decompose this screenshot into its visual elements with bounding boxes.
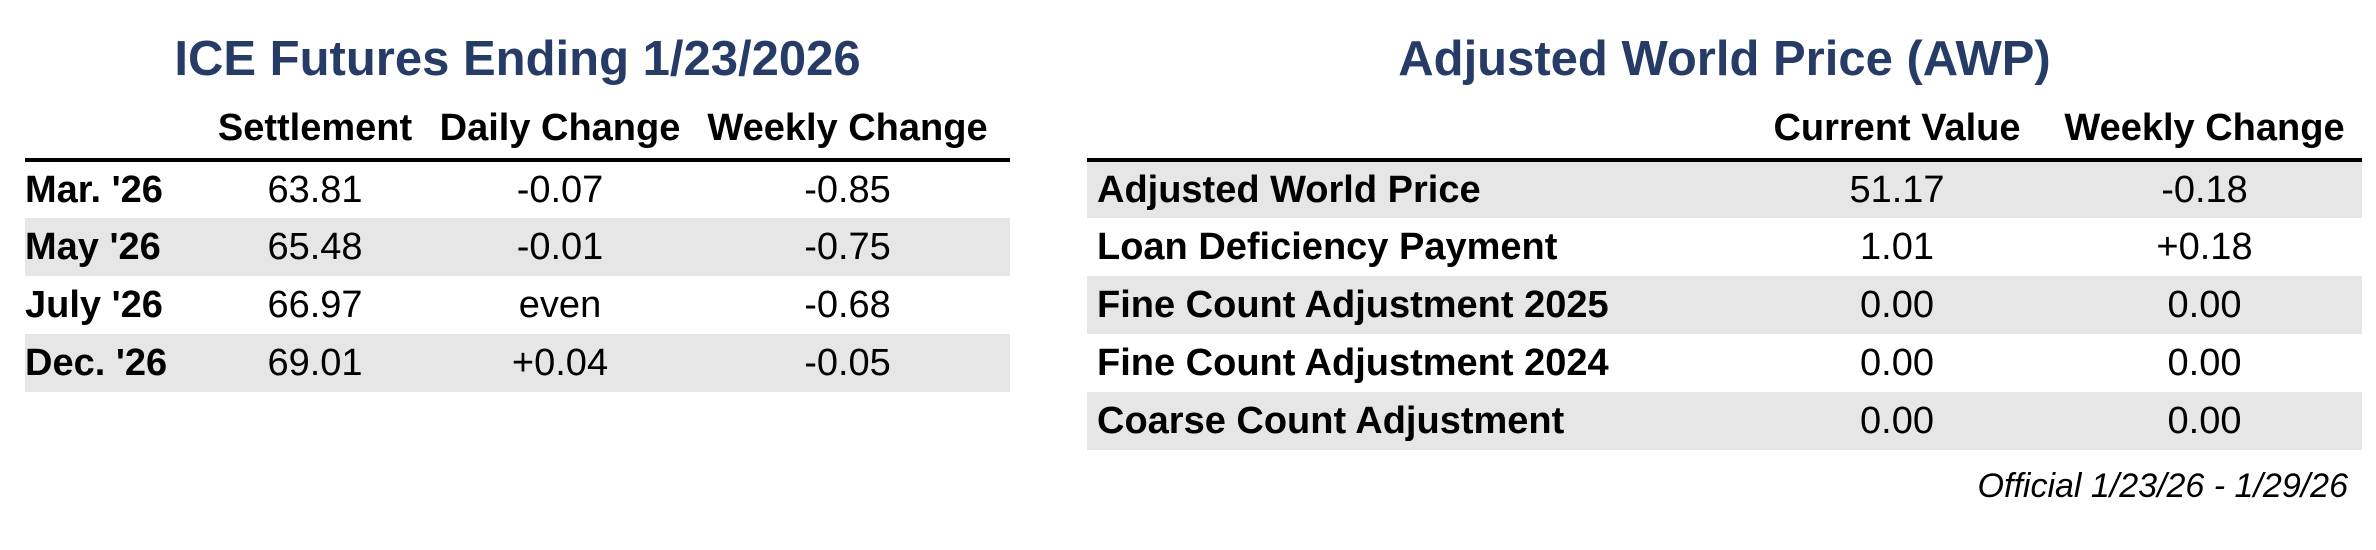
item-label-cell: Fine Count Adjustment 2024 — [1097, 341, 1609, 384]
table-row — [25, 334, 1010, 392]
current-value-cell: 1.01 — [1860, 225, 1934, 268]
item-label-cell: Fine Count Adjustment 2025 — [1097, 283, 1609, 326]
item-label-cell: Coarse Count Adjustment — [1097, 399, 1565, 442]
weekly-change-cell: 0.00 — [2167, 399, 2242, 442]
current-value-cell: 0.00 — [1860, 399, 1934, 442]
col-header-contract — [25, 88, 195, 160]
weekly-change-cell: -0.85 — [804, 168, 891, 211]
ice-futures-panel — [25, 0, 1010, 392]
item-label-cell: Loan Deficiency Payment — [1097, 225, 1558, 268]
item-label-cell: Adjusted World Price — [1097, 168, 1481, 211]
settlement-cell: 69.01 — [267, 341, 363, 384]
daily-change-cell: +0.04 — [511, 341, 609, 384]
awp-panel — [1087, 0, 2362, 506]
col-header-item — [1087, 88, 1747, 160]
awp-header-row — [1087, 88, 2362, 160]
col-header-weekly-change: Weekly Change — [685, 88, 1010, 160]
table-row — [1087, 160, 2362, 218]
table-row — [1087, 276, 2362, 334]
current-value-cell: 0.00 — [1860, 283, 1934, 326]
settlement-cell: 65.48 — [267, 225, 363, 268]
weekly-change-cell: -0.18 — [2161, 168, 2248, 211]
ice-futures-title: ICE Futures Ending 1/23/2026 — [174, 32, 861, 86]
table-row — [1087, 392, 2362, 450]
settlement-cell: 66.97 — [267, 283, 363, 326]
settlement-cell: 63.81 — [267, 168, 363, 211]
contract-label-cell: July '26 — [25, 283, 163, 326]
contract-label-cell: Dec. '26 — [25, 341, 168, 384]
col-header-weekly-change: Weekly Change — [2047, 88, 2362, 160]
ice-futures-header-row — [25, 88, 1010, 160]
col-header-current-value: Current Value — [1747, 88, 2047, 160]
weekly-change-cell: 0.00 — [2167, 283, 2242, 326]
daily-change-cell: -0.01 — [516, 225, 604, 268]
contract-label-cell: May '26 — [25, 225, 161, 268]
contract-label-cell: Mar. '26 — [25, 168, 163, 211]
col-header-settlement: Settlement — [195, 88, 435, 160]
table-row — [1087, 218, 2362, 276]
awp-table — [1087, 88, 2362, 450]
daily-change-cell: even — [518, 283, 602, 326]
col-header-daily-change: Daily Change — [435, 88, 685, 160]
table-row — [25, 276, 1010, 334]
official-date-range: Official 1/23/26 - 1/29/26 — [1977, 467, 2348, 505]
ice-futures-table — [25, 88, 1010, 392]
weekly-change-cell: -0.75 — [804, 225, 891, 268]
daily-change-cell: -0.07 — [516, 168, 604, 211]
current-value-cell: 0.00 — [1860, 341, 1934, 384]
awp-title: Adjusted World Price (AWP) — [1398, 32, 2051, 86]
weekly-change-cell: -0.05 — [804, 341, 891, 384]
table-row — [1087, 334, 2362, 392]
table-row — [25, 218, 1010, 276]
weekly-change-cell: -0.68 — [804, 283, 891, 326]
weekly-change-cell: +0.18 — [2156, 225, 2253, 268]
weekly-change-cell: 0.00 — [2167, 341, 2242, 384]
current-value-cell: 51.17 — [1849, 168, 1945, 211]
table-row — [25, 160, 1010, 218]
